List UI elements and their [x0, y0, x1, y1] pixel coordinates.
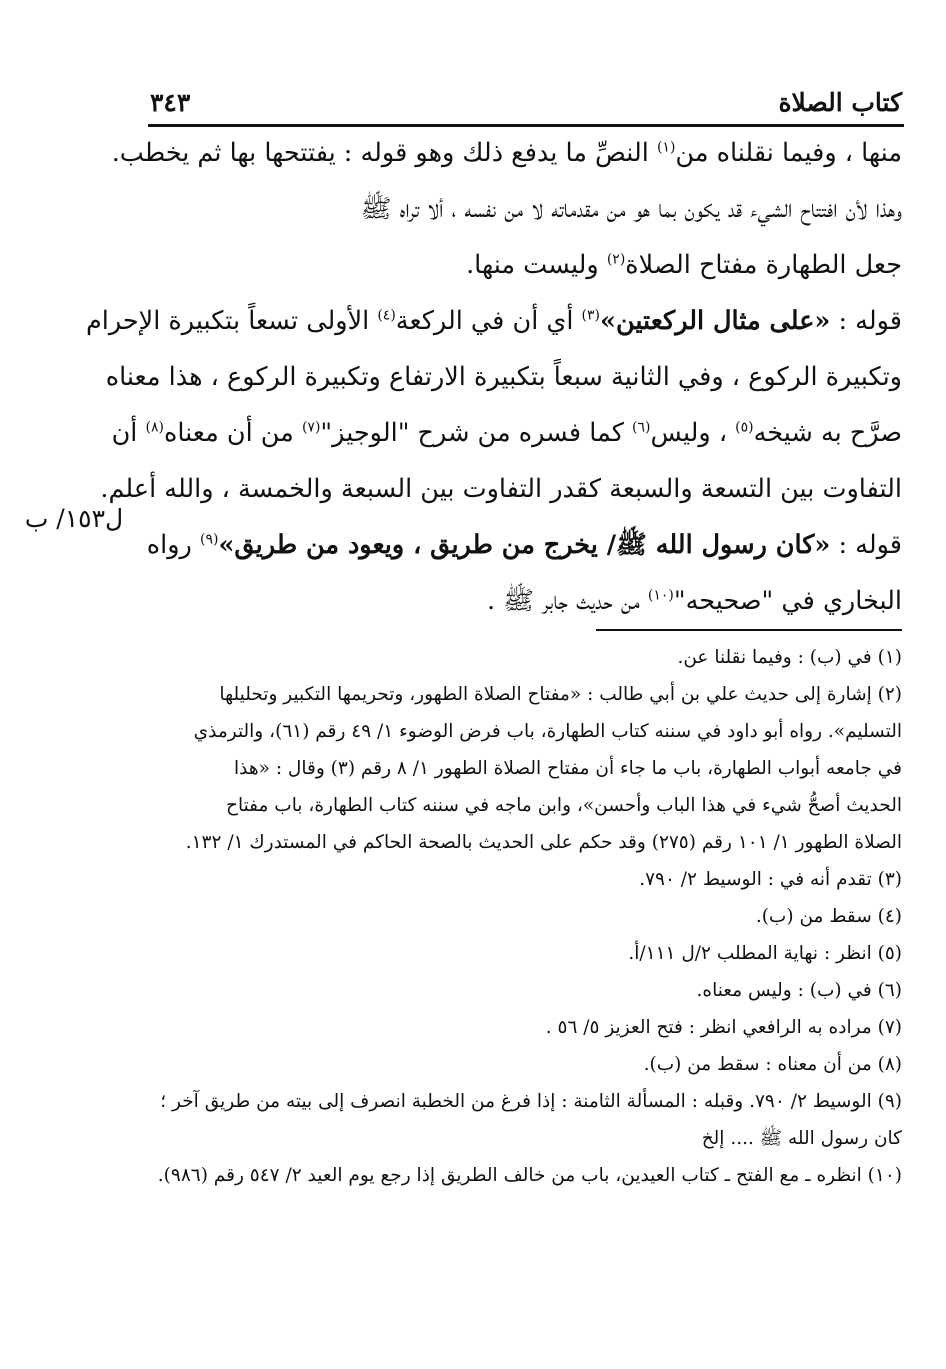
footnote-6: (٦) في (ب) : وليس معناه.	[696, 980, 902, 1001]
footnote-1: (١) في (ب) : وفيما نقلنا عن.	[677, 647, 902, 668]
footnote-ref-4[interactable]: (٤)	[377, 307, 396, 324]
footnote-ref-5[interactable]: (٥)	[735, 419, 754, 436]
text-line-6: صرَّح به شيخه$^{(٥)}$ ، وليس$^{(٦)}$ كما فسره من شرح "الوجيز"$^{(٧)}$ من أن معناه$^{(٨)}$ أن	[111, 418, 902, 448]
page-header	[150, 88, 902, 122]
main-text	[85, 136, 902, 640]
quoted-hadith: «كان رسول الله ﷺ/ يخرج من طريق ، ويعود من طريق»	[218, 530, 831, 560]
footnote-9: (٩) الوسيط ٢/ ٧٩٠. وقبله : المسألة الثامنة : إذا فرغ من الخطبة انصرف إلى بيته من طريق آخر ؛	[160, 1091, 902, 1112]
footnote-10: (١٠) انظره ـ مع الفتح ـ كتاب العيدين، باب من خالف الطريق إذا رجع يوم العيد ٢/ ٥٤٧ رقم (٩٨٦).	[157, 1165, 902, 1186]
footnote-4: (٤) سقط من (ب).	[755, 906, 902, 927]
footnote-ref-1[interactable]: (١)	[656, 139, 676, 156]
text-line-4: قوله : «على مثال الركعتين»$^{(٣)}$ أي أن في الركعة$^{(٤)}$ الأولى تسعاً بتكبيرة الإحرام	[85, 306, 902, 336]
footnote-ref-2[interactable]: (٢)	[606, 251, 626, 268]
footnote-ref-3[interactable]: (٣)	[581, 307, 601, 324]
text-line-1: منها ، وفيما نقلناه من$^{(١)}$ النصِّ ما يدفع ذلك وهو قوله : يفتتحها بها ثم يخطب.	[111, 138, 902, 168]
quoted-phrase: «على مثال الركعتين»	[600, 306, 831, 336]
footnote-ref-6[interactable]: (٦)	[631, 419, 651, 436]
page-number: ٣٤٣	[150, 88, 191, 117]
footnote-ref-8[interactable]: (٨)	[145, 419, 164, 436]
footnote-ref-10[interactable]: (١٠)	[647, 587, 674, 604]
text-line-5: وتكبيرة الركوع ، وفي الثانية سبعاً بتكبيرة الارتفاع وتكبيرة الركوع ، هذا معناه	[105, 362, 902, 392]
footnote-ref-7[interactable]: (٧)	[301, 419, 321, 436]
text-line-8: قوله : «كان رسول الله ﷺ/ يخرج من طريق ، ويعود من طريق»$^{(٩)}$ رواه	[146, 530, 902, 560]
footnote-separator	[596, 629, 902, 631]
text-line-9: البخاري في "صحيحه"$^{(١٠)}$ من حديث جابر ﷺ .	[486, 586, 902, 616]
footnote-2-cont: التسليم». رواه أبو داود في سننه كتاب الطهارة، باب فرض الوضوء ١/ ٤٩ رقم (٦١)، والترمذي	[193, 721, 902, 742]
header-rule	[148, 124, 904, 127]
text-line-3: جعل الطهارة مفتاح الصلاة$^{(٢)}$ وليست منها.	[466, 250, 902, 280]
footnote-7: (٧) مراده به الرافعي انظر : فتح العزيز ٥/ ٥٦ .	[545, 1017, 902, 1038]
footnote-9-cont: كان رسول الله ﷺ .... إلخ	[701, 1128, 902, 1149]
running-title: كتاب الصلاة	[778, 88, 902, 117]
footnote-ref-9[interactable]: (٩)	[199, 531, 219, 548]
footnote-2: (٢) إشارة إلى حديث علي بن أبي طالب : «مفتاح الصلاة الطهور، وتحريمها التكبير وتحليلها	[219, 684, 902, 705]
footnote-2-cont: الصلاة الطهور ١/ ١٠١ رقم (٢٧٥) وقد حكم على الحديث بالصحة الحاكم في المستدرك ١/ ١٣٢.	[185, 832, 902, 853]
footnote-2-cont: الحديث أصحُّ شيء في هذا الباب وأحسن»، وابن ماجه في سننه كتاب الطهارة، باب مفتاح	[226, 795, 902, 816]
footnote-2-cont: في جامعه أبواب الطهارة، باب ما جاء أن مفتاح الصلاة الطهور ١/ ٨ رقم (٣) وقال : «هذا	[234, 758, 902, 779]
footnote-3: (٣) تقدم أنه في : الوسيط ٢/ ٧٩٠.	[639, 869, 902, 890]
manuscript-folio-note: ل١٥٣/ ب	[24, 504, 124, 533]
text-line-2: وهذا لأن افتتاح الشيء قد يكون بما هو من مقدماته لا من نفسه ، ألا تراه ﷺ	[360, 194, 902, 224]
footnote-8: (٨) من أن معناه : سقط من (ب).	[643, 1054, 902, 1075]
text-line-7: التفاوت بين التسعة والسبعة كقدر التفاوت بين السبعة والخمسة ، والله أعلم.	[100, 474, 902, 504]
footnote-5: (٥) انظر : نهاية المطلب ٢/ل ١١١/أ.	[628, 943, 902, 964]
footnotes	[148, 646, 902, 1201]
